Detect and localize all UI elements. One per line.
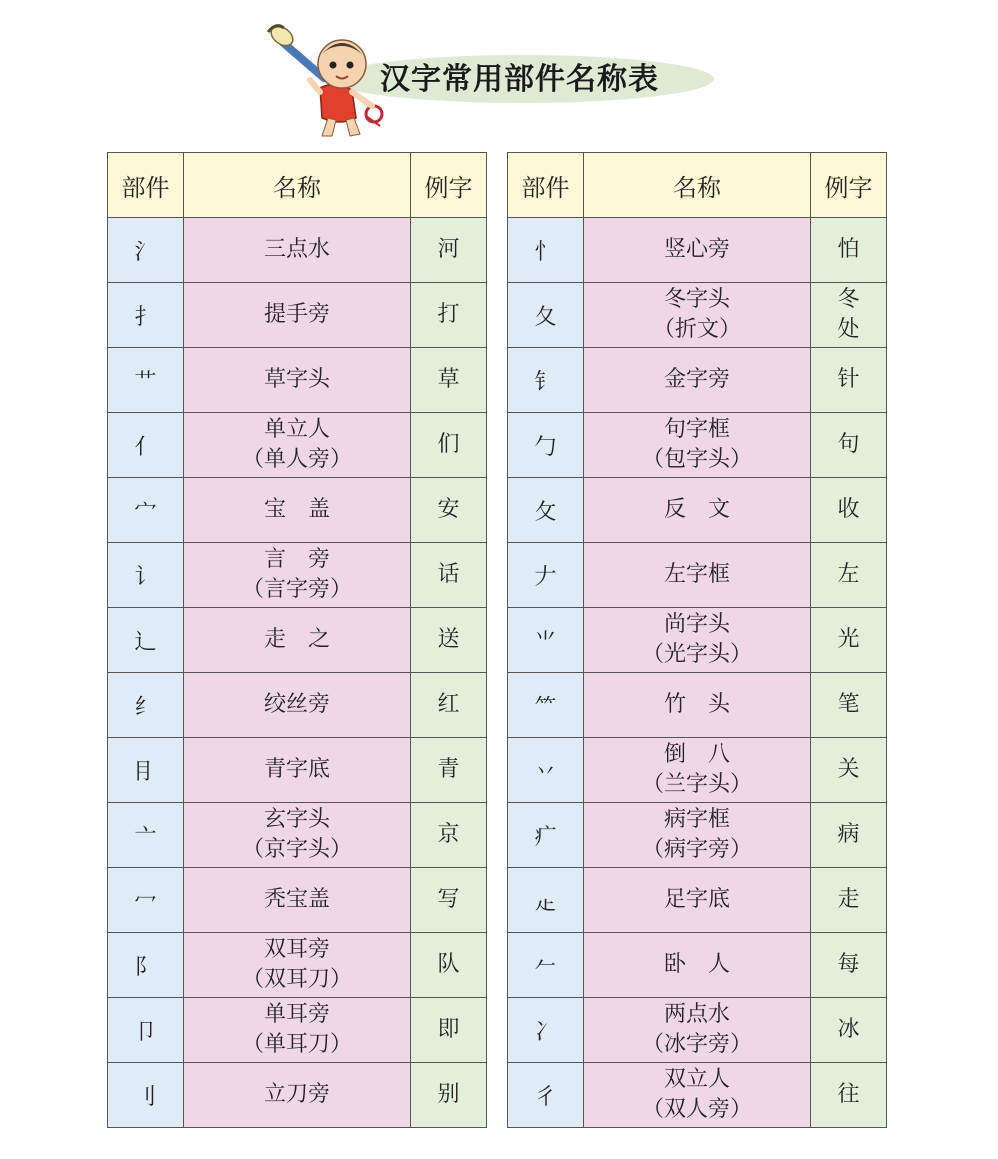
header-component: 部件: [108, 153, 184, 218]
example-cell: [811, 543, 887, 608]
table-row: [108, 478, 487, 543]
header-component: 部件: [508, 153, 584, 218]
table-row: [508, 413, 887, 478]
header-name: 名称: [184, 153, 411, 218]
table-row: [508, 348, 887, 413]
component-cell: ⺝: [108, 738, 184, 803]
example-char: 往: [837, 1082, 860, 1107]
name-line: 双耳旁: [263, 937, 330, 962]
example-cell: [411, 933, 487, 998]
example-char: 河: [437, 237, 460, 262]
name-line: （京字头）: [241, 837, 352, 862]
example-cell: [411, 738, 487, 803]
name-line: 绞丝旁: [263, 692, 330, 717]
name-line: 竹 头: [663, 692, 730, 717]
example-char: 草: [437, 367, 460, 392]
name-cell: [184, 413, 411, 478]
table-row: [108, 933, 487, 998]
example-char: 冬: [837, 287, 860, 312]
name-cell: [184, 348, 411, 413]
example-cell: [811, 1063, 887, 1128]
name-line: （双耳刀）: [241, 967, 352, 992]
table-row: [508, 868, 887, 933]
example-char: 笔: [837, 692, 860, 717]
name-cell: [584, 673, 811, 738]
name-cell: [584, 283, 811, 348]
example-cell: [811, 283, 887, 348]
table-row: [108, 413, 487, 478]
example-cell: [811, 348, 887, 413]
example-char: 京: [437, 822, 460, 847]
example-char: 走: [837, 887, 860, 912]
table-row: [108, 998, 487, 1063]
example-char: 处: [837, 317, 860, 342]
component-cell: ⺌: [508, 608, 584, 673]
example-cell: [811, 738, 887, 803]
example-cell: [811, 868, 887, 933]
name-line: （折文）: [652, 317, 741, 342]
example-char: 安: [437, 497, 460, 522]
example-cell: [411, 348, 487, 413]
page-header: [0, 0, 998, 150]
example-char: 别: [437, 1082, 460, 1107]
example-char: 青: [437, 757, 460, 782]
name-cell: [584, 738, 811, 803]
name-line: 草字头: [263, 367, 330, 392]
name-cell: [584, 998, 811, 1063]
name-cell: [584, 478, 811, 543]
right-table-body: [508, 218, 887, 1128]
component-cell: 𠂉: [508, 933, 584, 998]
table-row: [508, 543, 887, 608]
example-cell: [411, 803, 487, 868]
table-row: [508, 1063, 887, 1128]
component-cell: 疒: [508, 803, 584, 868]
example-cell: [811, 608, 887, 673]
example-cell: [411, 413, 487, 478]
example-char: 写: [437, 887, 460, 912]
example-char: 光: [837, 627, 860, 652]
table-row: [508, 998, 887, 1063]
name-line: 走 之: [263, 627, 330, 652]
name-line: 玄字头: [263, 807, 330, 832]
name-line: （单耳刀）: [241, 1032, 352, 1057]
component-cell: 刂: [108, 1063, 184, 1128]
brush-boy-mascot-icon: [262, 18, 388, 140]
component-cell: 夂: [508, 283, 584, 348]
example-char: 收: [837, 497, 860, 522]
table-row: [108, 348, 487, 413]
right-radical-table: [507, 152, 887, 1128]
table-row: [108, 738, 487, 803]
name-cell: [184, 998, 411, 1063]
component-cell: 纟: [108, 673, 184, 738]
name-line: （兰字头）: [641, 772, 752, 797]
component-cell: 冖: [108, 868, 184, 933]
name-cell: [184, 1063, 411, 1128]
example-char: 打: [437, 302, 460, 327]
table-row: [508, 608, 887, 673]
name-cell: [184, 803, 411, 868]
name-cell: [184, 543, 411, 608]
name-cell: [584, 608, 811, 673]
name-line: 金字旁: [663, 367, 730, 392]
name-line: 竖心旁: [663, 237, 730, 262]
page-title: 汉字常用部件名称表: [380, 62, 659, 97]
example-char: 病: [837, 822, 860, 847]
table-row: [108, 283, 487, 348]
name-cell: [184, 478, 411, 543]
left-table-body: [108, 218, 487, 1128]
example-cell: [411, 218, 487, 283]
component-cell: 卩: [108, 998, 184, 1063]
name-line: 宝 盖: [263, 497, 330, 522]
table-row: [108, 1063, 487, 1128]
name-line: 尚字头: [663, 612, 730, 637]
name-line: （包字头）: [641, 447, 752, 472]
example-char: 关: [837, 757, 860, 782]
name-cell: [584, 1063, 811, 1128]
name-cell: [584, 543, 811, 608]
component-cell: 彳: [508, 1063, 584, 1128]
name-line: （单人旁）: [241, 447, 352, 472]
table-row: [108, 543, 487, 608]
example-char: 们: [437, 432, 460, 457]
name-line: 冬字头: [663, 287, 730, 312]
example-cell: [411, 608, 487, 673]
component-cell: ⺮: [508, 673, 584, 738]
component-cell: 丷: [508, 738, 584, 803]
example-char: 话: [437, 562, 460, 587]
example-cell: [811, 998, 887, 1063]
header-name: 名称: [584, 153, 811, 218]
example-cell: [811, 803, 887, 868]
example-cell: [411, 673, 487, 738]
header-example: 例字: [411, 153, 487, 218]
table-row: [108, 673, 487, 738]
name-line: （言字旁）: [241, 577, 352, 602]
table-row: [508, 218, 887, 283]
name-cell: [184, 218, 411, 283]
example-cell: [411, 1063, 487, 1128]
example-cell: [811, 673, 887, 738]
table-row: [508, 673, 887, 738]
example-char: 即: [437, 1017, 460, 1042]
name-line: 三点水: [263, 237, 330, 262]
name-line: （光字头）: [641, 642, 752, 667]
example-cell: [411, 543, 487, 608]
name-line: 倒 八: [663, 742, 730, 767]
table-row: [508, 738, 887, 803]
component-cell: 宀: [108, 478, 184, 543]
table-row: [108, 803, 487, 868]
example-char: 每: [837, 952, 860, 977]
name-line: 两点水: [663, 1002, 730, 1027]
table-row: [508, 283, 887, 348]
example-char: 句: [837, 432, 860, 457]
name-line: （病字旁）: [641, 837, 752, 862]
name-line: （冰字旁）: [641, 1032, 752, 1057]
name-cell: [184, 738, 411, 803]
example-cell: [411, 998, 487, 1063]
example-char: 送: [437, 627, 460, 652]
name-cell: [584, 933, 811, 998]
table-row: [108, 868, 487, 933]
name-cell: [184, 868, 411, 933]
name-line: 病字框: [663, 807, 730, 832]
component-cell: 亻: [108, 413, 184, 478]
component-cell: 忄: [508, 218, 584, 283]
name-line: （双人旁）: [641, 1097, 752, 1122]
component-cell: 冫: [508, 998, 584, 1063]
name-cell: [184, 933, 411, 998]
component-cell: 阝: [108, 933, 184, 998]
name-line: 句字框: [663, 417, 730, 442]
name-cell: [584, 803, 811, 868]
example-char: 左: [837, 562, 860, 587]
name-line: 青字底: [263, 757, 330, 782]
example-cell: [811, 478, 887, 543]
component-cell: 讠: [108, 543, 184, 608]
name-line: 单立人: [263, 417, 330, 442]
name-line: 秃宝盖: [263, 887, 330, 912]
example-char: 怕: [837, 237, 860, 262]
component-cell: 勹: [508, 413, 584, 478]
name-line: 反 文: [663, 497, 730, 522]
component-cell: 扌: [108, 283, 184, 348]
example-cell: [411, 283, 487, 348]
table-row: [508, 803, 887, 868]
left-radical-table: [107, 152, 487, 1128]
example-cell: [811, 218, 887, 283]
name-line: 单耳旁: [263, 1002, 330, 1027]
component-cell: 辶: [108, 608, 184, 673]
example-char: 红: [437, 692, 460, 717]
name-cell: [584, 413, 811, 478]
table-row: [508, 933, 887, 998]
name-line: 足字底: [663, 887, 730, 912]
name-cell: [584, 348, 811, 413]
table-row: [508, 478, 887, 543]
name-line: 卧 人: [663, 952, 730, 977]
table-row: [108, 218, 487, 283]
name-line: 立刀旁: [263, 1082, 330, 1107]
example-cell: [811, 933, 887, 998]
header-row: [108, 153, 487, 218]
name-cell: [584, 218, 811, 283]
component-cell: 攵: [508, 478, 584, 543]
name-cell: [184, 283, 411, 348]
component-cell: 钅: [508, 348, 584, 413]
component-cell: 艹: [108, 348, 184, 413]
component-cell: 氵: [108, 218, 184, 283]
component-cell: 亠: [108, 803, 184, 868]
name-line: 左字框: [663, 562, 730, 587]
component-cell: 𠂇: [508, 543, 584, 608]
name-line: 双立人: [663, 1067, 730, 1092]
example-char: 针: [837, 367, 860, 392]
name-line: 言 旁: [263, 547, 330, 572]
header-row: [508, 153, 887, 218]
table-row: [108, 608, 487, 673]
name-cell: [184, 673, 411, 738]
example-cell: [411, 868, 487, 933]
example-char: 冰: [837, 1017, 860, 1042]
component-cell: 龰: [508, 868, 584, 933]
example-char: 队: [437, 952, 460, 977]
name-cell: [184, 608, 411, 673]
example-cell: [811, 413, 887, 478]
name-line: 提手旁: [263, 302, 330, 327]
header-example: 例字: [811, 153, 887, 218]
name-cell: [584, 868, 811, 933]
example-cell: [411, 478, 487, 543]
